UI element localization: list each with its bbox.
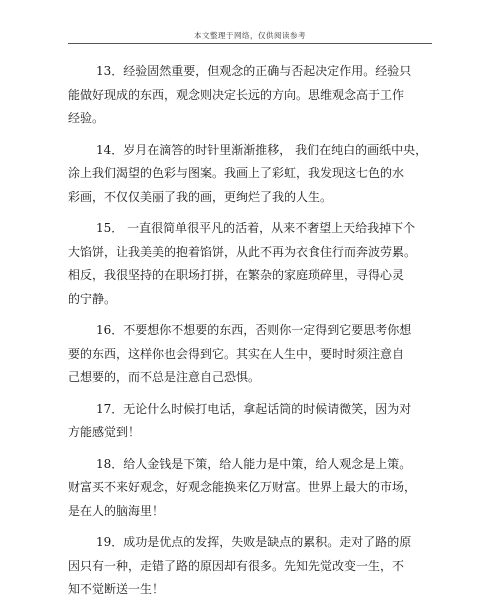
paragraph-line: 的宁静。 (68, 291, 117, 306)
paragraph-18 (0, 453, 500, 524)
paragraph-line: 能做好现成的东西，观念则决定长远的方向。思维观念高于工作 (68, 87, 405, 102)
paragraph-16 (0, 319, 500, 390)
paragraph-line: 16．不要想你不想要的东西，否则你一定得到它要思考你想 (96, 323, 412, 337)
paragraph-line: 18．给人金钱是下策，给人能力是中策，给人观念是上策。 (96, 456, 412, 471)
paragraph-line: 是在人的脑海里！ (68, 503, 165, 518)
document-body (0, 60, 500, 610)
paragraph-line: 15． 一直很简单很平凡的活着，从来不奢望上天给我掉下个 (96, 221, 416, 235)
paragraph-line: 13．经验固然重要，但观念的正确与否起决定作用。经验只 (96, 64, 412, 78)
paragraph-14 (0, 139, 500, 210)
paragraph-line: 知不觉断送一生！ (68, 582, 165, 596)
paragraph-line: 17．无论什么时候打电话，拿起话筒的时候请微笑，因为对 (96, 401, 412, 416)
page-header-note: 本文整理于网络，仅供阅读参考 (194, 31, 306, 40)
paragraph-line: 相反，我很坚持的在职场打拼，在繁杂的家庭琐碎里，寻得心灵 (68, 268, 405, 282)
paragraph-line: 财富买不来好观念，好观念能换来亿万财富。世界上最大的市场， (68, 480, 417, 494)
paragraph-line: 经验。 (68, 111, 105, 125)
header-divider (68, 43, 432, 44)
paragraph-line: 14．岁月在滴答的时针里渐渐推移， 我们在纯白的画纸中央， (96, 142, 428, 157)
paragraph-19 (0, 531, 500, 602)
paragraph-line: 方能感觉到！ (68, 425, 141, 439)
paragraph-line: 涂上我们渴望的色彩与图案。我画上了彩虹，我发现这七色的水 (68, 166, 405, 180)
paragraph-line: 因只有一种，走错了路的原因却有很多。先知先觉改变一生，不 (68, 558, 405, 573)
paragraph-line: 大馅饼，让我美美的抱着馅饼，从此不再为衣食住行而奔波劳累。 (68, 244, 417, 259)
paragraph-line: 19．成功是优点的发挥，失败是缺点的累积。走对了路的原 (96, 535, 412, 549)
paragraph-17 (0, 398, 500, 445)
paragraph-15 (0, 217, 500, 311)
paragraph-line: 要的东西，这样你也会得到它。其实在人生中，要时时须注意自 (68, 346, 405, 361)
paragraph-line: 彩画，不仅仅美丽了我的画，更绚烂了我的人生。 (68, 189, 333, 204)
paragraph-13 (0, 60, 500, 131)
paragraph-line: 己想要的，而不总是注意自己恐惧。 (68, 370, 261, 384)
